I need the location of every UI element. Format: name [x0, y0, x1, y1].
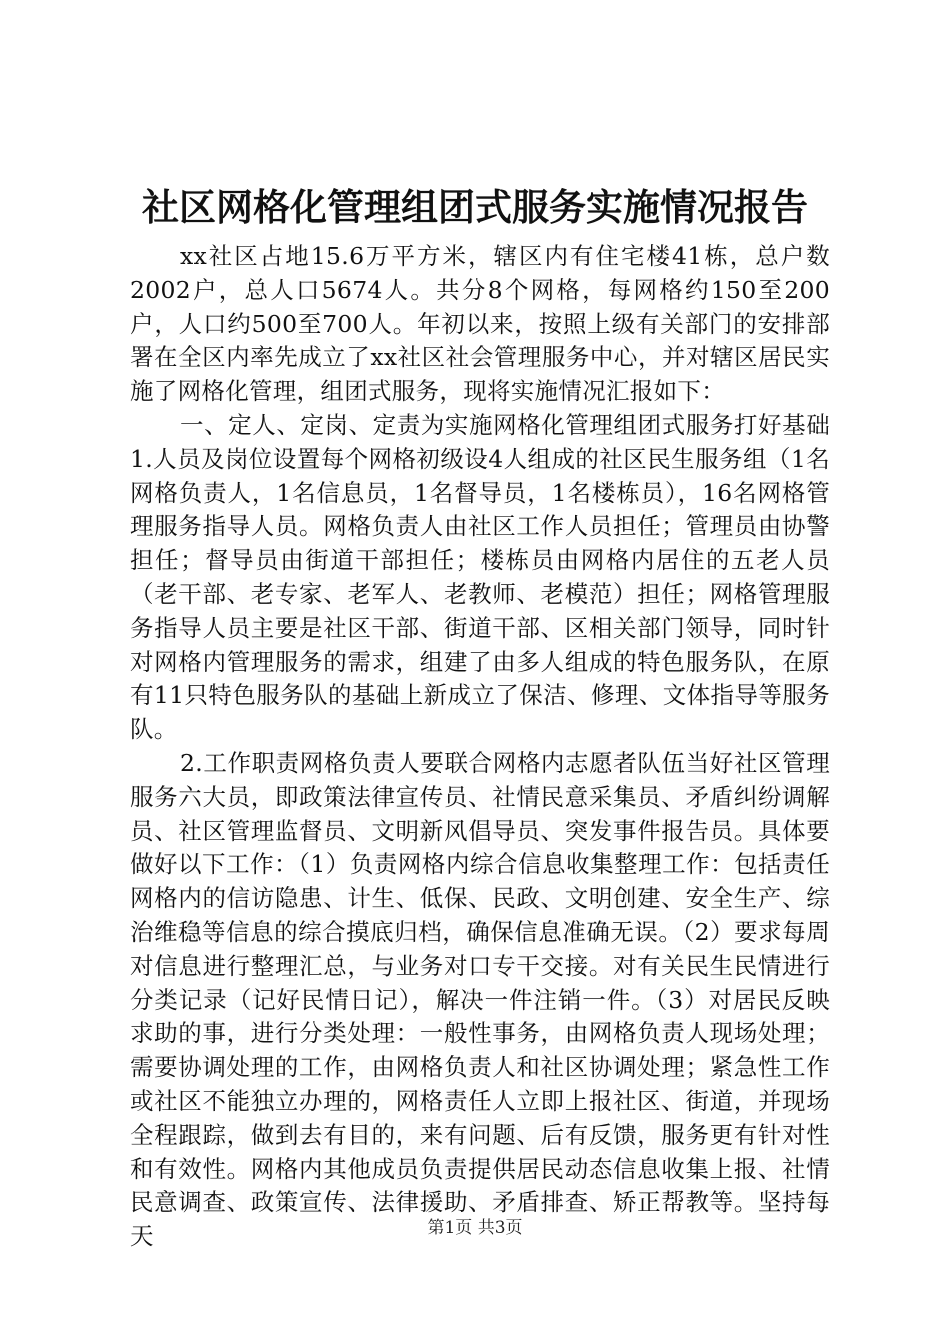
document-body: [130, 240, 830, 1254]
paragraph-duties: 2.工作职责网格负责人要联合网格内志愿者队伍当好社区管理服务六大员，即政策法律宣传员、社情民意采集员、矛盾纠纷调解员、社区管理监督员、文明新风倡导员、突发事件报告员。具体要做好以下工作：（1）负责网格内综合信息收集整理工作：包括责任网格内的信访隐患、计生、低保、民政、文明创建、安全生产、综治维稳等信息的综合摸底归档，确保信息准确无误。（2）要求每周对信息进行整理汇总，与业务对口专干交接。对有关民生民情进行分类记录（记好民情日记），解决一件注销一件。（3）对居民反映求助的事，进行分类处理：一般性事务，由网格负责人现场处理；需要协调处理的工作，由网格负责人和社区协调处理；紧急性工作或社区不能独立办理的，网格责任人立即上报社区、街道，并现场全程跟踪，做到去有目的，来有问题、后有反馈，服务更有针对性和有效性。网格内其他成员负责提供居民动态信息收集上报、社情民意调查、政策宣传、法律援助、矛盾排查、矫正帮教等。坚持每天: [130, 748, 830, 1251]
paragraph-intro: xx社区占地15.6万平方米，辖区内有住宅楼41栋，总户数2002户，总人口5674人。共分8个网格，每网格约150至200户，人口约500至700人。年初以来，按照上级有关部门的安排部署在全区内率先成立了xx社区社会管理服务中心，并对辖区居民实施了网格化管理，组团式服务，现将实施情况汇报如下：: [130, 242, 830, 406]
paragraph-section-one: 一、定人、定岗、定责为实施网格化管理组团式服务打好基础1.人员及岗位设置每个网格初级设4人组成的社区民生服务组（1名网格负责人，1名信息员，1名督导员，1名楼栋员），16名网格管理服务指导人员。网格负责人由社区工作人员担任；管理员由协警担任；督导员由街道干部担任；楼栋员由网格内居住的五老人员（老干部、老专家、老军人、老教师、老模范）担任；网格管理服务指导人员主要是社区干部、街道干部、区相关部门领导，同时针对网格内管理服务的需求，组建了由多人组成的特色服务队，在原有11只特色服务队的基础上新成立了保洁、修理、文体指导等服务队。: [130, 410, 830, 744]
document-title: 社区网格化管理组团式服务实施情况报告: [142, 185, 808, 229]
page-number-footer: 第1页 共3页: [427, 1218, 523, 1238]
